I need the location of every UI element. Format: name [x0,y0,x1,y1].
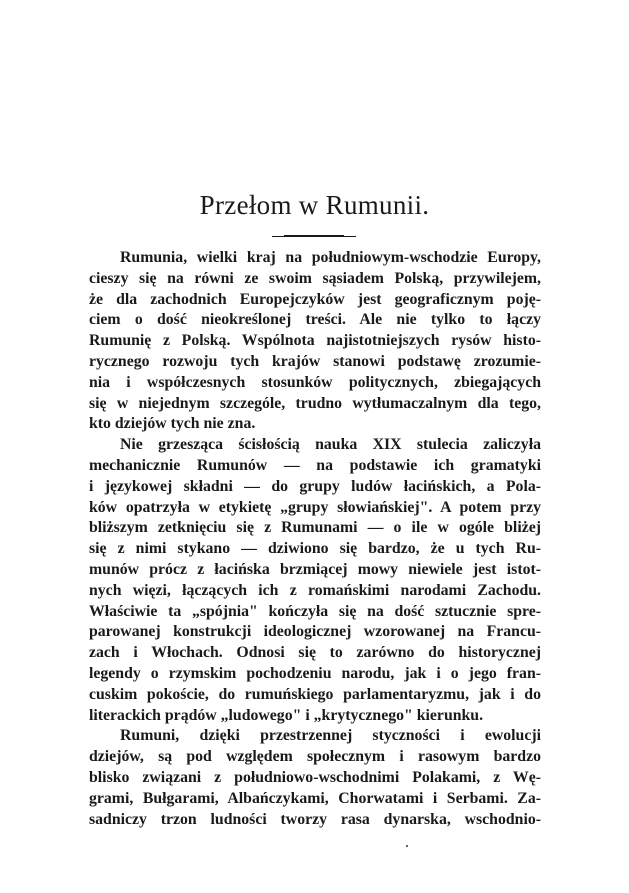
text-line: się w niejednym szczególe, trudno wytłumaczalnym dla tego, [89,394,541,412]
text-line: parowanej konstrukcji ideologicznej wzorowanej na Francu- [89,623,541,641]
text-line: Właściwie ta „spójnia" kończyła się na dość sztucznie spre- [89,602,541,620]
text-line: cuskim pokoście, do rumuńskiego parlamentaryzmu, jak i do [89,685,541,703]
text-line: grami, Bułgarami, Albańczykami, Chorwatami i Serbami. Za- [89,789,541,807]
text-line: bliższym zetknięciu się z Rumunami — o ile w ogóle bliżej [89,519,541,537]
text-line: Rumuni, dzięki przestrzennej styczności i ewolucji [120,727,541,745]
text-line: i językowej składni — do grupy ludów łacińskich, a Pola- [89,477,541,495]
text-line: ków opatrzyła w etykietę „grupy słowiańskiej". A potem przy [89,498,541,516]
text-line: blisko związani z południowo-wschodnimi Polakami, z Wę- [89,768,541,786]
text-line: się z nimi stykano — dziwiono się bardzo, że u tych Ru- [89,540,541,558]
text-line: mechanicznie Rumunów — na podstawie ich gramatyki [89,456,541,474]
text-line: że dla zachodnich Europejczyków jest geograficznym poję- [89,290,541,308]
text-line: munów prócz z łacińska brzmiącej mowy niewiele jest istot- [89,560,541,578]
text-line: zach i Włochach. Odnosi się to zarówno do historycznej [89,644,541,662]
text-line: Rumunia, wielki kraj na południowym-wschodzie Europy, [120,249,541,266]
print-speck [406,845,408,847]
text-line: literackich prądów „ludowego" i „krytycznego" kierunku. [89,706,484,724]
text-line: Nie grzesząca ścisłością nauka XIX stulecia zaliczyła [120,436,541,454]
text-line: cieszy się na równi ze swoim sąsiadem Polską, przywilejem, [89,269,541,287]
chapter-title: Przełom w Rumunii. [199,190,430,220]
text-line: rycznego rozwoju tych krajów stanowi podstawę zrozumie- [89,352,541,370]
text-line: legendy o rzymskim pochodzeniu narodu, jak i o jego fran- [89,664,541,682]
text-line: Rumunię z Polską. Wspólnota najistotniejszych rysów histo- [89,332,541,350]
text-line: kto dziejów tych nie zna. [89,415,256,433]
body-text [89,248,541,830]
text-line: sadniczy trzon ludności tworzy rasa dynarska, wschodnio- [89,810,541,828]
text-line: nia i współczesnych stosunków politycznych, zbiegających [89,373,541,391]
text-line: nych więzi, łączących ich z romańskimi narodami Zachodu. [89,581,541,599]
text-line: dziejów, są pod względem społecznym i rasowym bardzo [89,748,541,766]
text-line: ciem o dość nieokreślonej treści. Ale nie tylko to łączy [89,311,541,329]
title-divider [284,235,344,237]
